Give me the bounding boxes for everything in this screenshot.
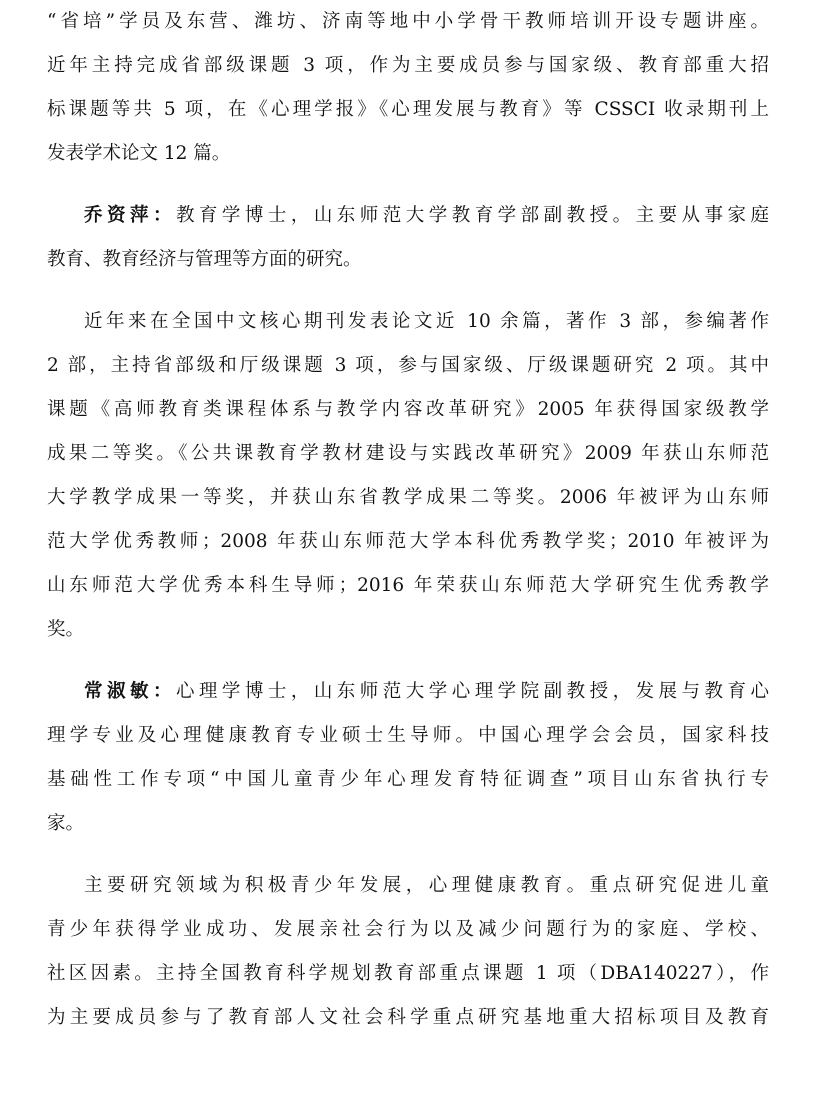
document-page — [47, 0, 769, 1040]
text-line: 山东师范大学优秀本科生导师；2016 年荣获山东师范大学研究生优秀教学 — [47, 575, 769, 596]
text-line — [47, 670, 769, 714]
text-line: 近年主持完成省部级课题 3 项，作为主要成员参与国家级、教育部重大招 — [47, 55, 769, 76]
paragraph-1 — [47, 0, 769, 176]
paragraph-2 — [47, 194, 769, 282]
person-name: 常淑敏： — [84, 681, 176, 702]
text-line: 奖。 — [47, 619, 85, 640]
text-line: 范大学优秀教师；2008 年获山东师范大学本科优秀教学奖；2010 年被评为 — [47, 531, 769, 552]
text-line: 成果二等奖。《公共课教育学教材建设与实践改革研究》2009 年获山东师范 — [47, 443, 769, 464]
text-line: 教育、教育经济与管理等方面的研究。 — [47, 249, 362, 270]
paragraph-5 — [47, 864, 769, 1040]
text-line: 青少年获得学业成功、发展亲社会行为以及减少问题行为的家庭、学校、 — [47, 919, 769, 940]
text-line: 近年来在全国中文核心期刊发表论文近 10 余篇，著作 3 部，参编著作 — [84, 311, 769, 332]
text-line: “省培”学员及东营、潍坊、济南等地中小学骨干教师培训开设专题讲座。 — [47, 11, 769, 32]
text-line: 2 部，主持省部级和厅级课题 3 项，参与国家级、厅级课题研究 2 项。其中 — [47, 355, 769, 376]
text-line: 社区因素。主持全国教育科学规划教育部重点课题 1 项（DBA140227），作 — [47, 963, 769, 984]
text-line: 课题《高师教育类课程体系与教学内容改革研究》2005 年获得国家级教学 — [47, 399, 769, 420]
text-fragment: 教育学博士，山东师范大学教育学部副教授。主要从事家庭 — [175, 205, 769, 226]
person-name: 乔资萍： — [84, 205, 176, 226]
text-line: 发表学术论文 12 篇。 — [47, 143, 231, 164]
text-fragment: 心理学博士，山东师范大学心理学院副教授，发展与教育心 — [175, 681, 769, 702]
text-line: 标课题等共 5 项，在《心理学报》《心理发展与教育》等 CSSCI 收录期刊上 — [47, 99, 769, 120]
text-line: 理学专业及心理健康教育专业硕士生导师。中国心理学会会员，国家科技 — [47, 725, 769, 746]
text-line: 大学教学成果一等奖，并获山东省教学成果二等奖。2006 年被评为山东师 — [47, 487, 769, 508]
text-line: 基础性工作专项“中国儿童青少年心理发育特征调查”项目山东省执行专 — [47, 769, 769, 790]
paragraph-4 — [47, 670, 769, 846]
text-line: 家。 — [47, 813, 85, 834]
text-line — [47, 194, 769, 238]
text-line: 主要研究领域为积极青少年发展，心理健康教育。重点研究促进儿童 — [84, 875, 769, 896]
text-line: 为主要成员参与了教育部人文社会科学重点研究基地重大招标项目及教育 — [47, 1007, 769, 1028]
paragraph-3 — [47, 300, 769, 652]
